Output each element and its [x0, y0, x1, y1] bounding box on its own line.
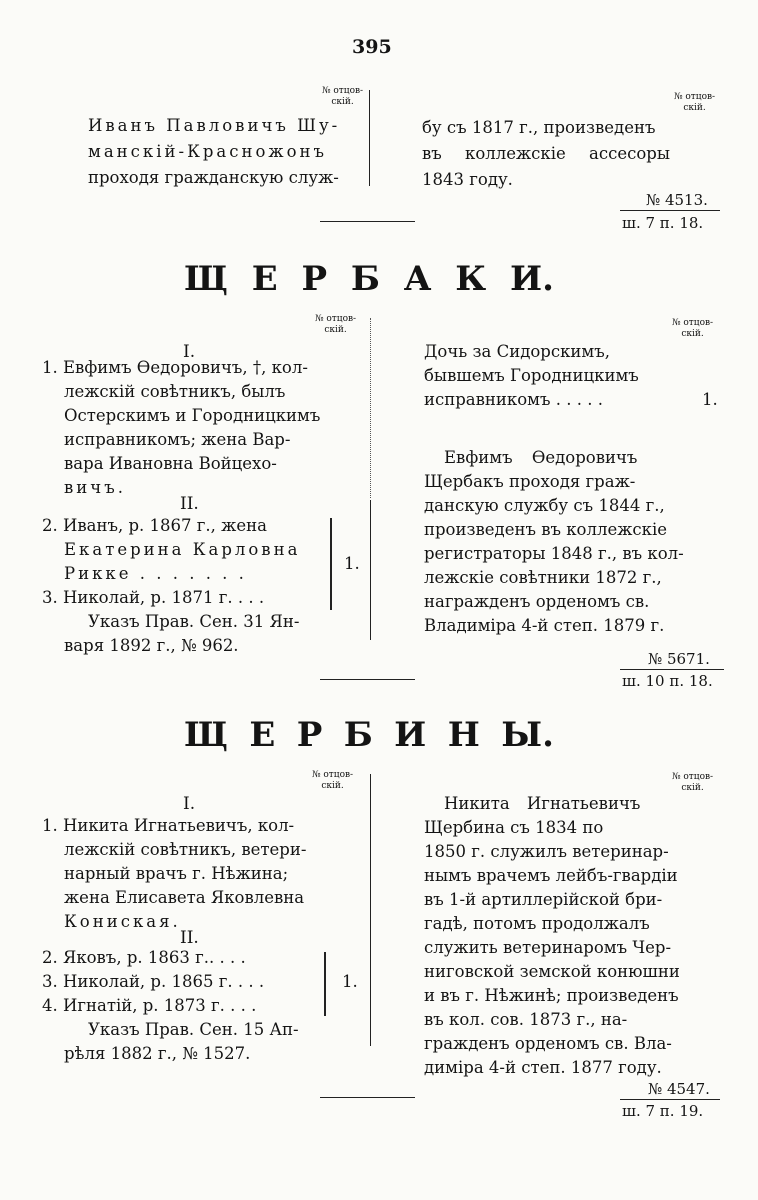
text-line: Остерскимъ и Городницкимъ: [64, 406, 321, 425]
heading-letter: Щ: [184, 259, 228, 299]
children-bracket: [324, 952, 326, 1016]
text-line: исправникомъ; жена Вар-: [64, 430, 291, 449]
text-line: нарный врачъ г. Нѣжина;: [64, 864, 289, 883]
section-divider: [320, 679, 415, 680]
heading-letter: Ы.: [501, 715, 554, 755]
text-line: диміра 4-й степ. 1877 году.: [424, 1058, 662, 1077]
heading-letter: К: [455, 259, 487, 299]
text-line: манскій-Красножонъ: [88, 142, 328, 161]
child-entry: 2. Яковъ, р. 1863 г.. . . .: [42, 948, 246, 967]
heading-letter: Е: [251, 259, 278, 299]
text-line: вичъ.: [64, 478, 126, 497]
text-line: Дочь за Сидорскимъ,: [424, 342, 610, 361]
daughter-number: 1.: [702, 390, 718, 409]
column-note-left: № отцов- скій.: [312, 770, 354, 791]
decree-line: рѣля 1882 г., № 1527.: [64, 1044, 251, 1063]
text-line: Евфимъ Өедоровичъ: [444, 448, 638, 467]
text-line: вара Ивановна Войцехо-: [64, 454, 277, 473]
heading-letter: Е: [249, 715, 276, 755]
family-heading-2: [184, 715, 554, 755]
text-line: лежскіе совѣтники 1872 г.,: [424, 568, 662, 587]
section-divider: [320, 221, 415, 222]
text-line: Кониская.: [64, 912, 181, 931]
text-line: гражденъ орденомъ св. Вла-: [424, 1034, 672, 1053]
decree-line: Указъ Прав. Сен. 15 Ап-: [88, 1020, 299, 1039]
reference-location: ш. 7 п. 18.: [622, 214, 704, 232]
column-note-left: № отцов- скій.: [315, 314, 357, 335]
heading-letter: Б: [350, 259, 380, 299]
heading-letter: Н: [447, 715, 480, 755]
text-line: исправникомъ . . . . .: [424, 390, 603, 409]
text-line: 1843 году.: [422, 170, 513, 189]
divider: [620, 1099, 720, 1100]
text-line: лежскій совѣтникъ, былъ: [64, 382, 286, 401]
column-divider: [370, 774, 371, 1046]
text-line: ниговской земской конюшни: [424, 962, 680, 981]
text-line: Никита Игнатьевичъ: [444, 794, 641, 813]
column-divider: [370, 318, 371, 498]
column-note-left: № отцов- скій.: [322, 86, 364, 107]
text-line: 1850 г. служилъ ветеринар-: [424, 842, 669, 861]
generation-label: I.: [183, 794, 196, 814]
generation-label: II.: [180, 928, 199, 948]
reference-number: № 4547.: [648, 1080, 710, 1098]
heading-letter: Р: [296, 715, 323, 755]
text-line: регистраторы 1848 г., въ кол-: [424, 544, 684, 563]
heading-letter: И: [394, 715, 427, 755]
decree-line: варя 1892 г., № 962.: [64, 636, 239, 655]
page-number: 395: [352, 36, 392, 58]
text-line: лежскій совѣтникъ, ветери-: [64, 840, 307, 859]
reference-number: № 5671.: [648, 650, 710, 668]
child-entry: 4. Игнатій, р. 1873 г. . . .: [42, 996, 257, 1015]
child-entry: Екатерина Карловна: [64, 540, 301, 559]
divider: [620, 669, 724, 670]
column-note-right: № отцов- скій.: [672, 318, 714, 339]
family-heading-1: [184, 259, 554, 299]
child-entry: 3. Николай, р. 1865 г. . . .: [42, 972, 265, 991]
heading-letter: Б: [343, 715, 373, 755]
text-line: въ коллежскіе ассесоры: [422, 144, 670, 163]
text-line: бывшемъ Городницкимъ: [424, 366, 639, 385]
heading-letter: И.: [509, 259, 554, 299]
decree-line: Указъ Прав. Сен. 31 Ян-: [88, 612, 300, 631]
children-bracket: [330, 518, 332, 610]
generation-label: II.: [180, 494, 199, 514]
text-line: служить ветеринаромъ Чер-: [424, 938, 672, 957]
text-line: Щербакъ проходя граж-: [424, 472, 636, 491]
text-line: 1. Евфимъ Өедоровичъ, †, кол-: [42, 358, 308, 377]
text-line: данскую службу съ 1844 г.,: [424, 496, 665, 515]
divider: [620, 210, 720, 211]
text-line: жена Елисавета Яковлевна: [64, 888, 305, 907]
column-note-right: № отцов- скій.: [672, 772, 714, 793]
heading-letter: А: [403, 259, 432, 299]
child-entry: Рикке . . . . . . .: [64, 564, 247, 583]
heading-letter: Щ: [184, 715, 228, 755]
text-line: Владиміра 4-й степ. 1879 г.: [424, 616, 665, 635]
heading-letter: Р: [301, 259, 328, 299]
text-line: Щербина съ 1834 по: [424, 818, 604, 837]
child-entry: 3. Николай, р. 1871 г. . . .: [42, 588, 265, 607]
text-line: въ кол. сов. 1873 г., на-: [424, 1010, 628, 1029]
text-line: награжденъ орденомъ св.: [424, 592, 650, 611]
generation-label: I.: [183, 342, 196, 362]
section-divider: [320, 1097, 415, 1098]
bracket-number: 1.: [342, 972, 358, 991]
text-line: проходя гражданскую служ-: [88, 168, 339, 187]
child-entry: 2. Иванъ, р. 1867 г., жена: [42, 516, 267, 535]
column-divider: [369, 90, 370, 186]
text-line: нымъ врачемъ лейбъ-гвардіи: [424, 866, 678, 885]
text-line: 1. Никита Игнатьевичъ, кол-: [42, 816, 295, 835]
text-line: произведенъ въ коллежскіе: [424, 520, 667, 539]
reference-number: № 4513.: [646, 191, 708, 209]
text-line: бу съ 1817 г., произведенъ: [422, 118, 656, 137]
bracket-number: 1.: [344, 554, 360, 573]
text-line: гадѣ, потомъ продолжалъ: [424, 914, 650, 933]
reference-location: ш. 7 п. 19.: [622, 1102, 704, 1120]
text-line: и въ г. Нѣжинѣ; произведенъ: [424, 986, 679, 1005]
text-line: въ 1-й артиллерійской бри-: [424, 890, 663, 909]
text-line: Иванъ Павловичъ Шу-: [88, 116, 341, 135]
reference-location: ш. 10 п. 18.: [622, 672, 713, 690]
column-note-right: № отцов- скій.: [674, 92, 716, 113]
column-divider: [370, 500, 371, 640]
